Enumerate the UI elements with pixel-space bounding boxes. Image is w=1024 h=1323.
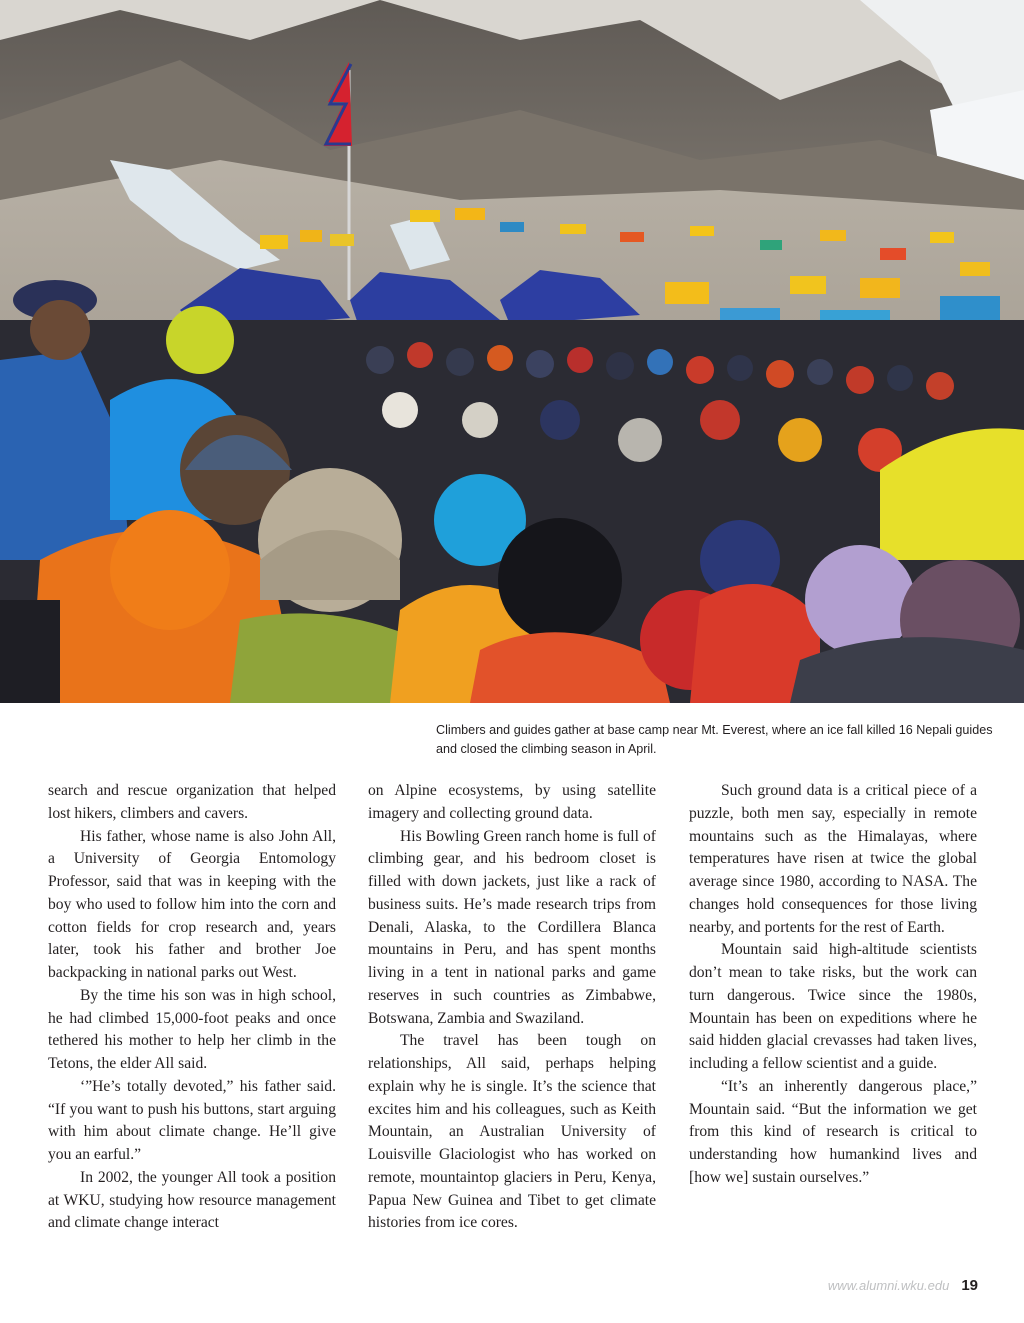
paragraph: By the time his son was in high school, he had climbed 15,000-foot peaks and once tethered his mother to help her climb in the Tetons, the elder All said. xyxy=(48,986,336,1072)
article-column-2 xyxy=(368,780,656,1235)
paragraph: Mountain said high-altitude scientists don’t mean to take risks, but the work can turn dangerous. Twice since the 1980s, Mountain has been on expeditions where he said hidden glacial crevasses had taken lives, including a fellow scientist and a guide. xyxy=(689,941,977,1072)
paragraph: ‘”He’s totally devoted,” his father said. “If you want to push his buttons, start arguing with him about climate change. He’ll give you an earful.” xyxy=(48,1077,336,1163)
footer-website: www.alumni.wku.edu xyxy=(827,1278,950,1293)
paragraph: “It’s an inherently dangerous place,” Mountain said. “But the information we get from this kind of research is critical to understanding how humankind lives and [how we] sustain ourselves.” xyxy=(689,1077,977,1186)
article-column-1 xyxy=(48,780,336,1235)
paragraph: His Bowling Green ranch home is full of climbing gear, and his bedroom closet is filled with down jackets, just like a rack of business suits. He’s made research trips from Denali, Alaska, to the Cordillera Blanca mountains in Peru, and has spent months living in a tent in national parks and game reserves in such countries as Zimbabwe, Botswana, Zambia and Swaziland. xyxy=(368,827,656,1027)
page-number: 19 xyxy=(961,1277,978,1294)
paragraph: on Alpine ecosystems, by using satellite imagery and collecting ground data. xyxy=(368,782,656,822)
paragraph: In 2002, the younger All took a position at WKU, studying how resource management and climate change interact xyxy=(48,1168,336,1232)
photo-caption: Climbers and guides gather at base camp near Mt. Everest, where an ice fall killed 16 Nepali guides and closed the climbing season in April. xyxy=(436,723,993,756)
paragraph: search and rescue organization that helped lost hikers, climbers and cavers. xyxy=(48,782,336,822)
page-footer xyxy=(828,1277,978,1294)
paragraph: His father, whose name is also John All, a University of Georgia Entomology Professor, said that was in keeping with the boy who used to follow him into the corn and cotton fields for crop research and, years later, took his father and brother Joe backpacking in national parks out West. xyxy=(48,827,336,981)
paragraph: Such ground data is a critical piece of a puzzle, both men say, especially in remote mountains such as the Himalayas, where temperatures have risen at twice the global average since 1980, according to NASA. The changes hold consequences for those living nearby, and portents for the rest of Earth. xyxy=(689,782,977,936)
article-column-3 xyxy=(689,780,977,1190)
paragraph: The travel has been tough on relationships, All said, perhaps helping explain why he is single. It’s the science that excites him and his colleagues, such as Keith Mountain, an Australian University of Louisville Glaciologist who has worked on remote, mountaintop glaciers in Peru, Kenya, Papua New Guinea and Tibet to get climate histories from ice cores. xyxy=(368,1032,656,1232)
